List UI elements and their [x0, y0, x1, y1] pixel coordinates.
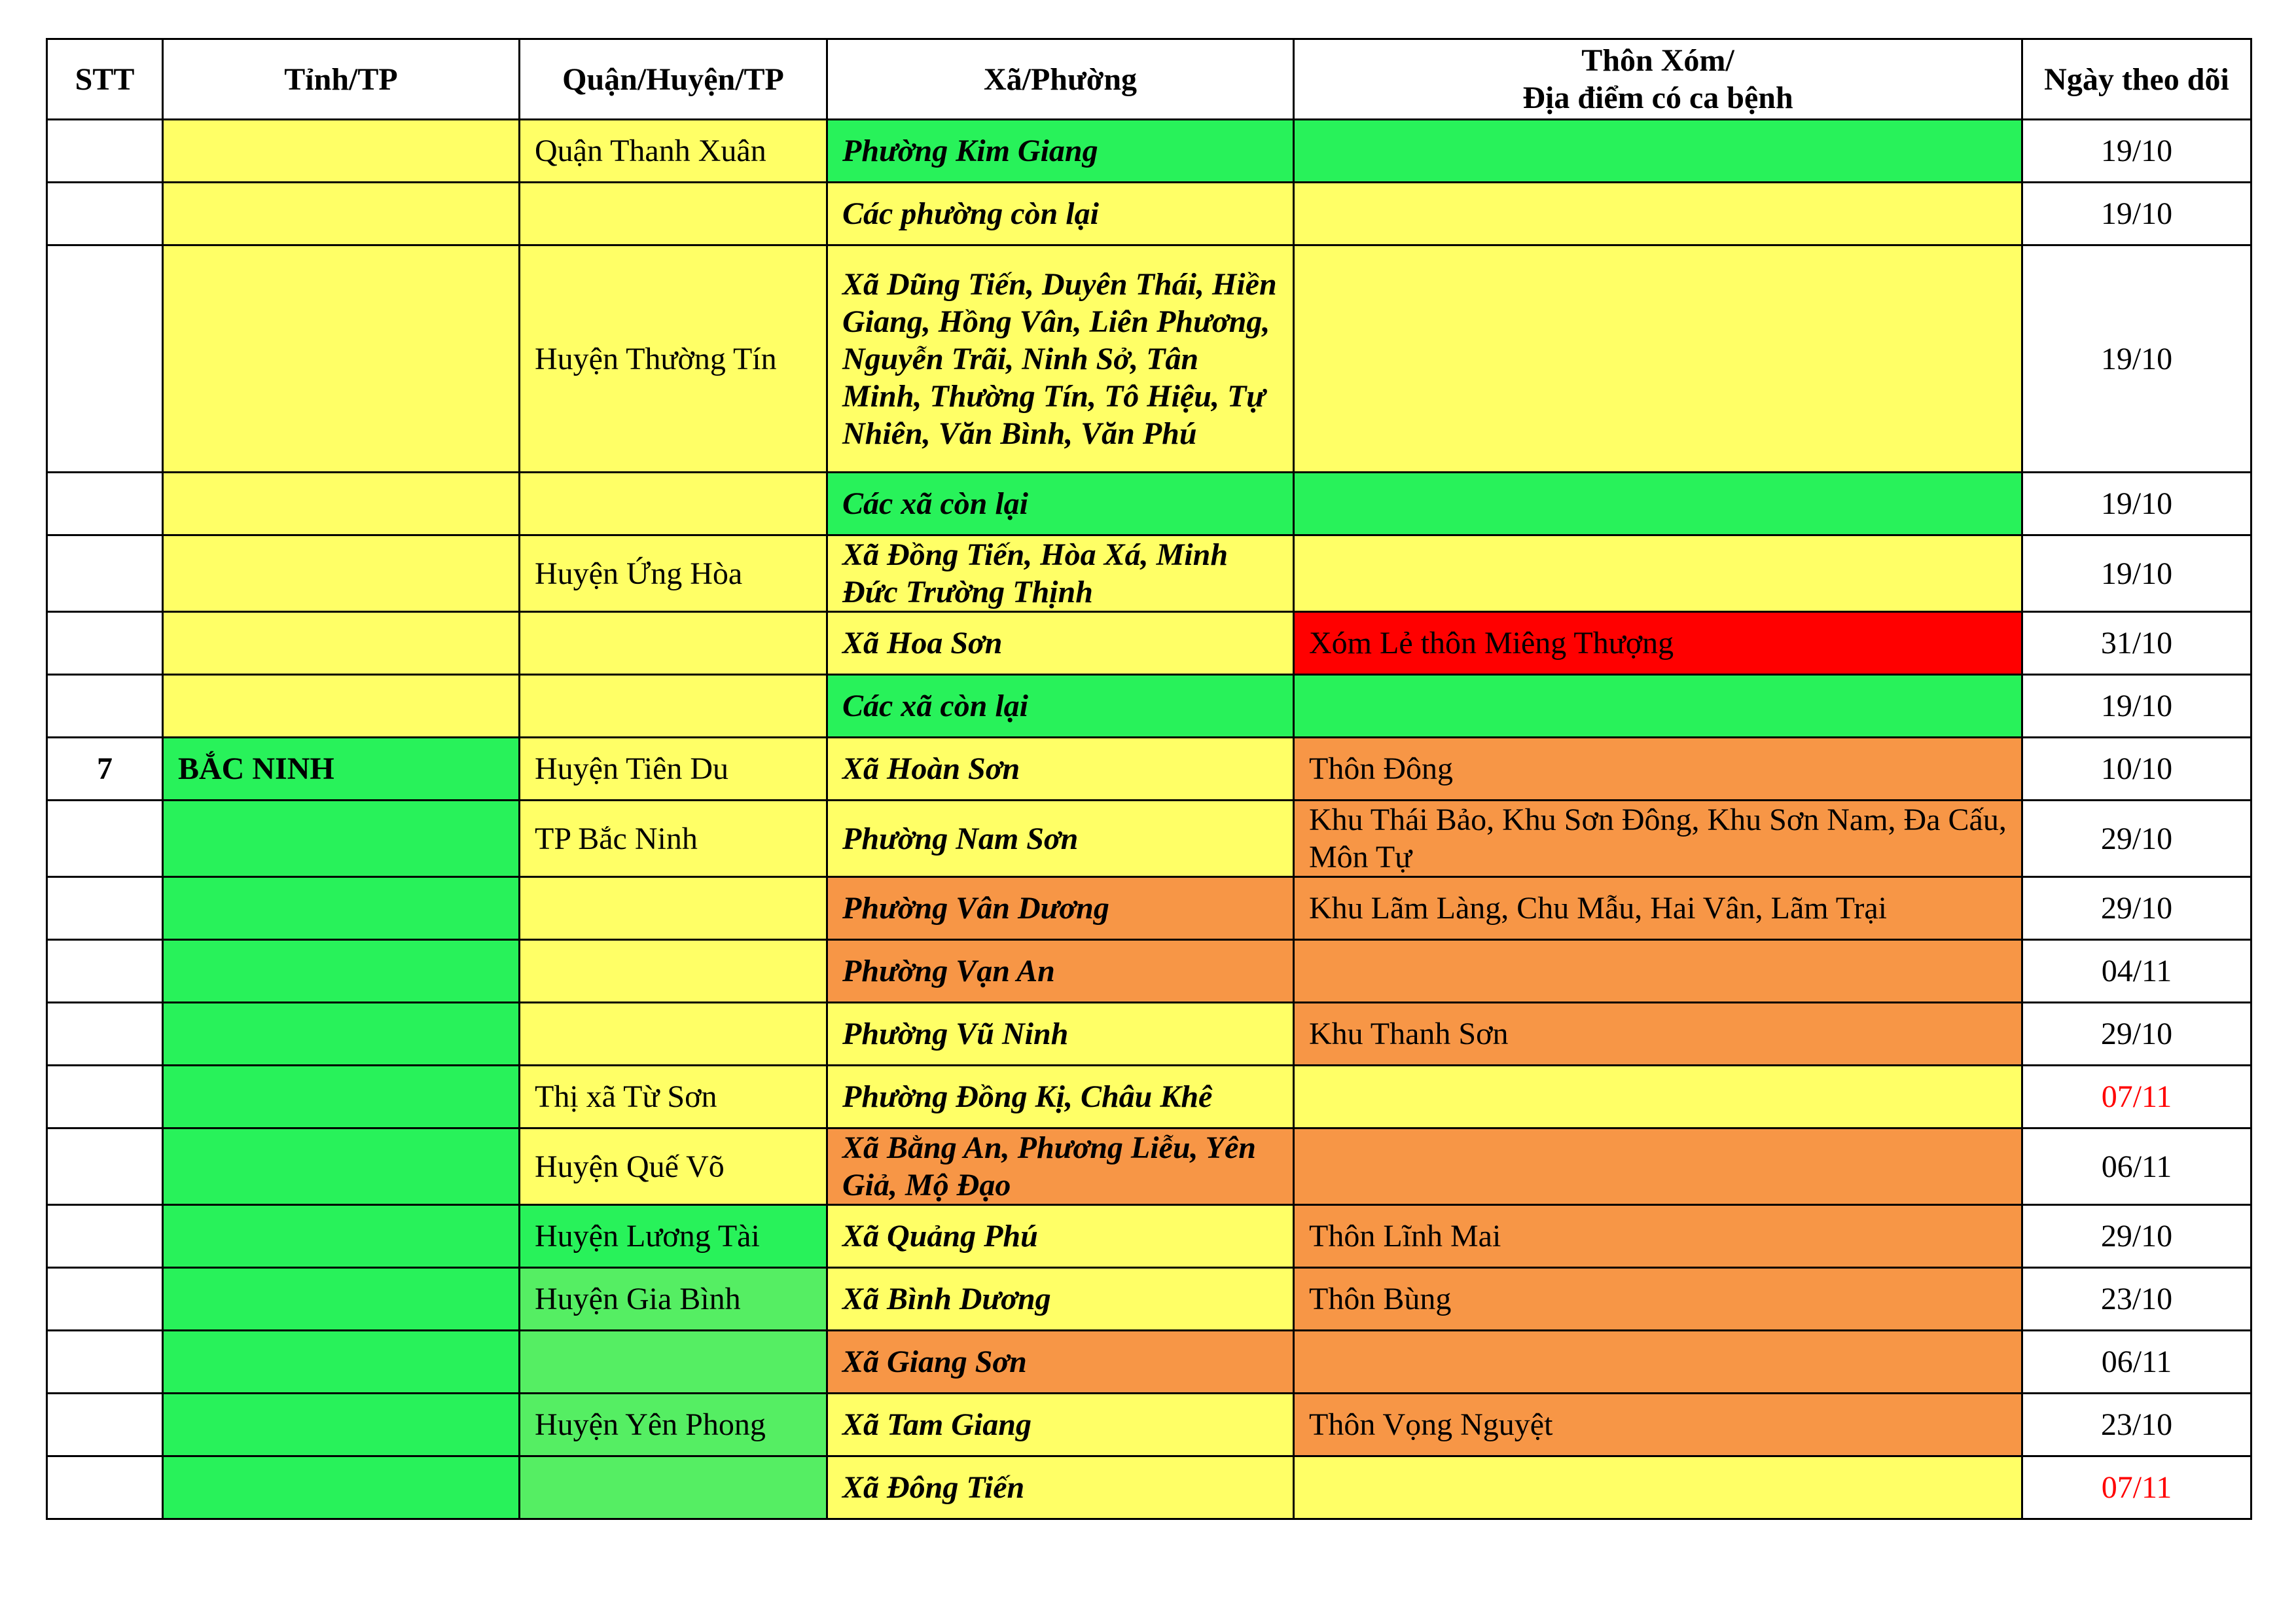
place-cell: Khu Thái Bảo, Khu Sơn Đông, Khu Sơn Nam, Đa Cấu, Môn Tự	[1294, 801, 2022, 877]
district-cell: Huyện Ứng Hòa	[520, 535, 827, 612]
table-row	[47, 738, 2251, 801]
stt-cell: 7	[47, 738, 163, 801]
place-cell	[1294, 1331, 2022, 1394]
place-cell	[1294, 675, 2022, 738]
place-cell: Thôn Bùng	[1294, 1268, 2022, 1331]
place-cell: Khu Lãm Làng, Chu Mẫu, Hai Vân, Lãm Trại	[1294, 877, 2022, 940]
table-row	[47, 801, 2251, 877]
table-row	[47, 1003, 2251, 1066]
ward-cell: Các phường còn lại	[827, 183, 1294, 245]
ward-cell: Các xã còn lại	[827, 675, 1294, 738]
date-cell: 06/11	[2022, 1128, 2251, 1205]
table-row	[47, 473, 2251, 535]
place-cell	[1294, 1456, 2022, 1519]
ward-cell: Phường Kim Giang	[827, 120, 1294, 183]
district-cell: Huyện Lương Tài	[520, 1205, 827, 1268]
place-cell	[1294, 183, 2022, 245]
district-cell	[520, 183, 827, 245]
ward-cell: Xã Bằng An, Phương Liễu, Yên Giả, Mộ Đạo	[827, 1128, 1294, 1205]
ward-cell: Xã Hoàn Sơn	[827, 738, 1294, 801]
table-body	[47, 120, 2251, 1519]
table-row	[47, 877, 2251, 940]
province-cell	[163, 473, 520, 535]
date-cell: 19/10	[2022, 473, 2251, 535]
header-date: Ngày theo dõi	[2022, 39, 2251, 120]
stt-cell	[47, 1128, 163, 1205]
stt-cell	[47, 1394, 163, 1456]
table-row	[47, 1394, 2251, 1456]
header-stt: STT	[47, 39, 163, 120]
header-province: Tỉnh/TP	[163, 39, 520, 120]
place-cell	[1294, 535, 2022, 612]
ward-cell: Phường Vũ Ninh	[827, 1003, 1294, 1066]
district-cell	[520, 1003, 827, 1066]
ward-cell: Phường Vạn An	[827, 940, 1294, 1003]
date-cell: 19/10	[2022, 535, 2251, 612]
ward-cell: Phường Nam Sơn	[827, 801, 1294, 877]
place-cell: Khu Thanh Sơn	[1294, 1003, 2022, 1066]
district-cell: Huyện Thường Tín	[520, 245, 827, 473]
district-cell: Huyện Gia Bình	[520, 1268, 827, 1331]
province-cell	[163, 1066, 520, 1128]
header-ward: Xã/Phường	[827, 39, 1294, 120]
stt-cell	[47, 183, 163, 245]
district-cell	[520, 1331, 827, 1394]
province-cell	[163, 1268, 520, 1331]
ward-cell: Các xã còn lại	[827, 473, 1294, 535]
stt-cell	[47, 877, 163, 940]
header-row	[47, 39, 2251, 120]
date-cell: 06/11	[2022, 1331, 2251, 1394]
district-cell	[520, 1456, 827, 1519]
province-cell	[163, 1331, 520, 1394]
stt-cell	[47, 120, 163, 183]
stt-cell	[47, 473, 163, 535]
table-row	[47, 1268, 2251, 1331]
date-cell: 10/10	[2022, 738, 2251, 801]
date-cell: 29/10	[2022, 1205, 2251, 1268]
table-row	[47, 120, 2251, 183]
date-cell: 23/10	[2022, 1394, 2251, 1456]
province-cell	[163, 183, 520, 245]
header-district: Quận/Huyện/TP	[520, 39, 827, 120]
table-row	[47, 1066, 2251, 1128]
stt-cell	[47, 1066, 163, 1128]
date-cell: 19/10	[2022, 183, 2251, 245]
date-cell: 31/10	[2022, 612, 2251, 675]
ward-cell: Phường Vân Dương	[827, 877, 1294, 940]
province-cell	[163, 120, 520, 183]
ward-cell: Xã Hoa Sơn	[827, 612, 1294, 675]
date-cell: 23/10	[2022, 1268, 2251, 1331]
district-cell: TP Bắc Ninh	[520, 801, 827, 877]
table-row	[47, 612, 2251, 675]
outbreak-table	[46, 38, 2252, 1520]
table-header	[47, 39, 2251, 120]
district-cell: Thị xã Từ Sơn	[520, 1066, 827, 1128]
place-cell	[1294, 473, 2022, 535]
province-cell	[163, 877, 520, 940]
place-cell: Thôn Đông	[1294, 738, 2022, 801]
stt-cell	[47, 612, 163, 675]
date-cell: 29/10	[2022, 801, 2251, 877]
ward-cell: Xã Tam Giang	[827, 1394, 1294, 1456]
place-cell	[1294, 1066, 2022, 1128]
stt-cell	[47, 1268, 163, 1331]
table-row	[47, 183, 2251, 245]
header-place-line1: Thôn Xóm/	[1581, 43, 1734, 78]
ward-cell: Phường Đồng Kị, Châu Khê	[827, 1066, 1294, 1128]
ward-cell: Xã Đồng Tiến, Hòa Xá, Minh Đức Trường Thịnh	[827, 535, 1294, 612]
header-place	[1294, 39, 2022, 120]
stt-cell	[47, 940, 163, 1003]
place-cell: Thôn Vọng Nguyệt	[1294, 1394, 2022, 1456]
table-row	[47, 1456, 2251, 1519]
ward-cell: Xã Quảng Phú	[827, 1205, 1294, 1268]
province-cell	[163, 940, 520, 1003]
date-cell: 29/10	[2022, 1003, 2251, 1066]
stt-cell	[47, 1456, 163, 1519]
table-row	[47, 535, 2251, 612]
table-row	[47, 675, 2251, 738]
stt-cell	[47, 1205, 163, 1268]
province-cell	[163, 675, 520, 738]
stt-cell	[47, 245, 163, 473]
table-row	[47, 1205, 2251, 1268]
province-cell	[163, 1128, 520, 1205]
place-cell	[1294, 1128, 2022, 1205]
province-cell	[163, 1003, 520, 1066]
header-place-line2: Địa điểm có ca bệnh	[1522, 81, 1793, 115]
ward-cell: Xã Dũng Tiến, Duyên Thái, Hiền Giang, Hồng Vân, Liên Phương, Nguyễn Trãi, Ninh Sở, Tân Minh, Thường Tín, Tô Hiệu, Tự Nhiên, Văn Bình, Văn Phú	[827, 245, 1294, 473]
ward-cell: Xã Giang Sơn	[827, 1331, 1294, 1394]
province-cell	[163, 535, 520, 612]
district-cell: Quận Thanh Xuân	[520, 120, 827, 183]
date-cell: 07/11	[2022, 1456, 2251, 1519]
province-cell	[163, 612, 520, 675]
district-cell	[520, 940, 827, 1003]
stt-cell	[47, 1003, 163, 1066]
district-cell	[520, 877, 827, 940]
district-cell	[520, 473, 827, 535]
place-cell: Xóm Lẻ thôn Miêng Thượng	[1294, 612, 2022, 675]
province-cell	[163, 1205, 520, 1268]
place-cell	[1294, 120, 2022, 183]
province-cell	[163, 1394, 520, 1456]
table-row	[47, 1331, 2251, 1394]
province-cell	[163, 245, 520, 473]
stt-cell	[47, 675, 163, 738]
district-cell	[520, 675, 827, 738]
district-cell: Huyện Yên Phong	[520, 1394, 827, 1456]
district-cell: Huyện Tiên Du	[520, 738, 827, 801]
date-cell: 07/11	[2022, 1066, 2251, 1128]
stt-cell	[47, 801, 163, 877]
stt-cell	[47, 1331, 163, 1394]
stt-cell	[47, 535, 163, 612]
place-cell	[1294, 940, 2022, 1003]
date-cell: 19/10	[2022, 675, 2251, 738]
date-cell: 19/10	[2022, 120, 2251, 183]
table-row	[47, 940, 2251, 1003]
table-row	[47, 245, 2251, 473]
date-cell: 04/11	[2022, 940, 2251, 1003]
ward-cell: Xã Bình Dương	[827, 1268, 1294, 1331]
date-cell: 29/10	[2022, 877, 2251, 940]
place-cell	[1294, 245, 2022, 473]
district-cell: Huyện Quế Võ	[520, 1128, 827, 1205]
province-cell	[163, 1456, 520, 1519]
date-cell: 19/10	[2022, 245, 2251, 473]
table-row	[47, 1128, 2251, 1205]
province-cell: BẮC NINH	[163, 738, 520, 801]
place-cell: Thôn Lĩnh Mai	[1294, 1205, 2022, 1268]
district-cell	[520, 612, 827, 675]
ward-cell: Xã Đông Tiến	[827, 1456, 1294, 1519]
province-cell	[163, 801, 520, 877]
